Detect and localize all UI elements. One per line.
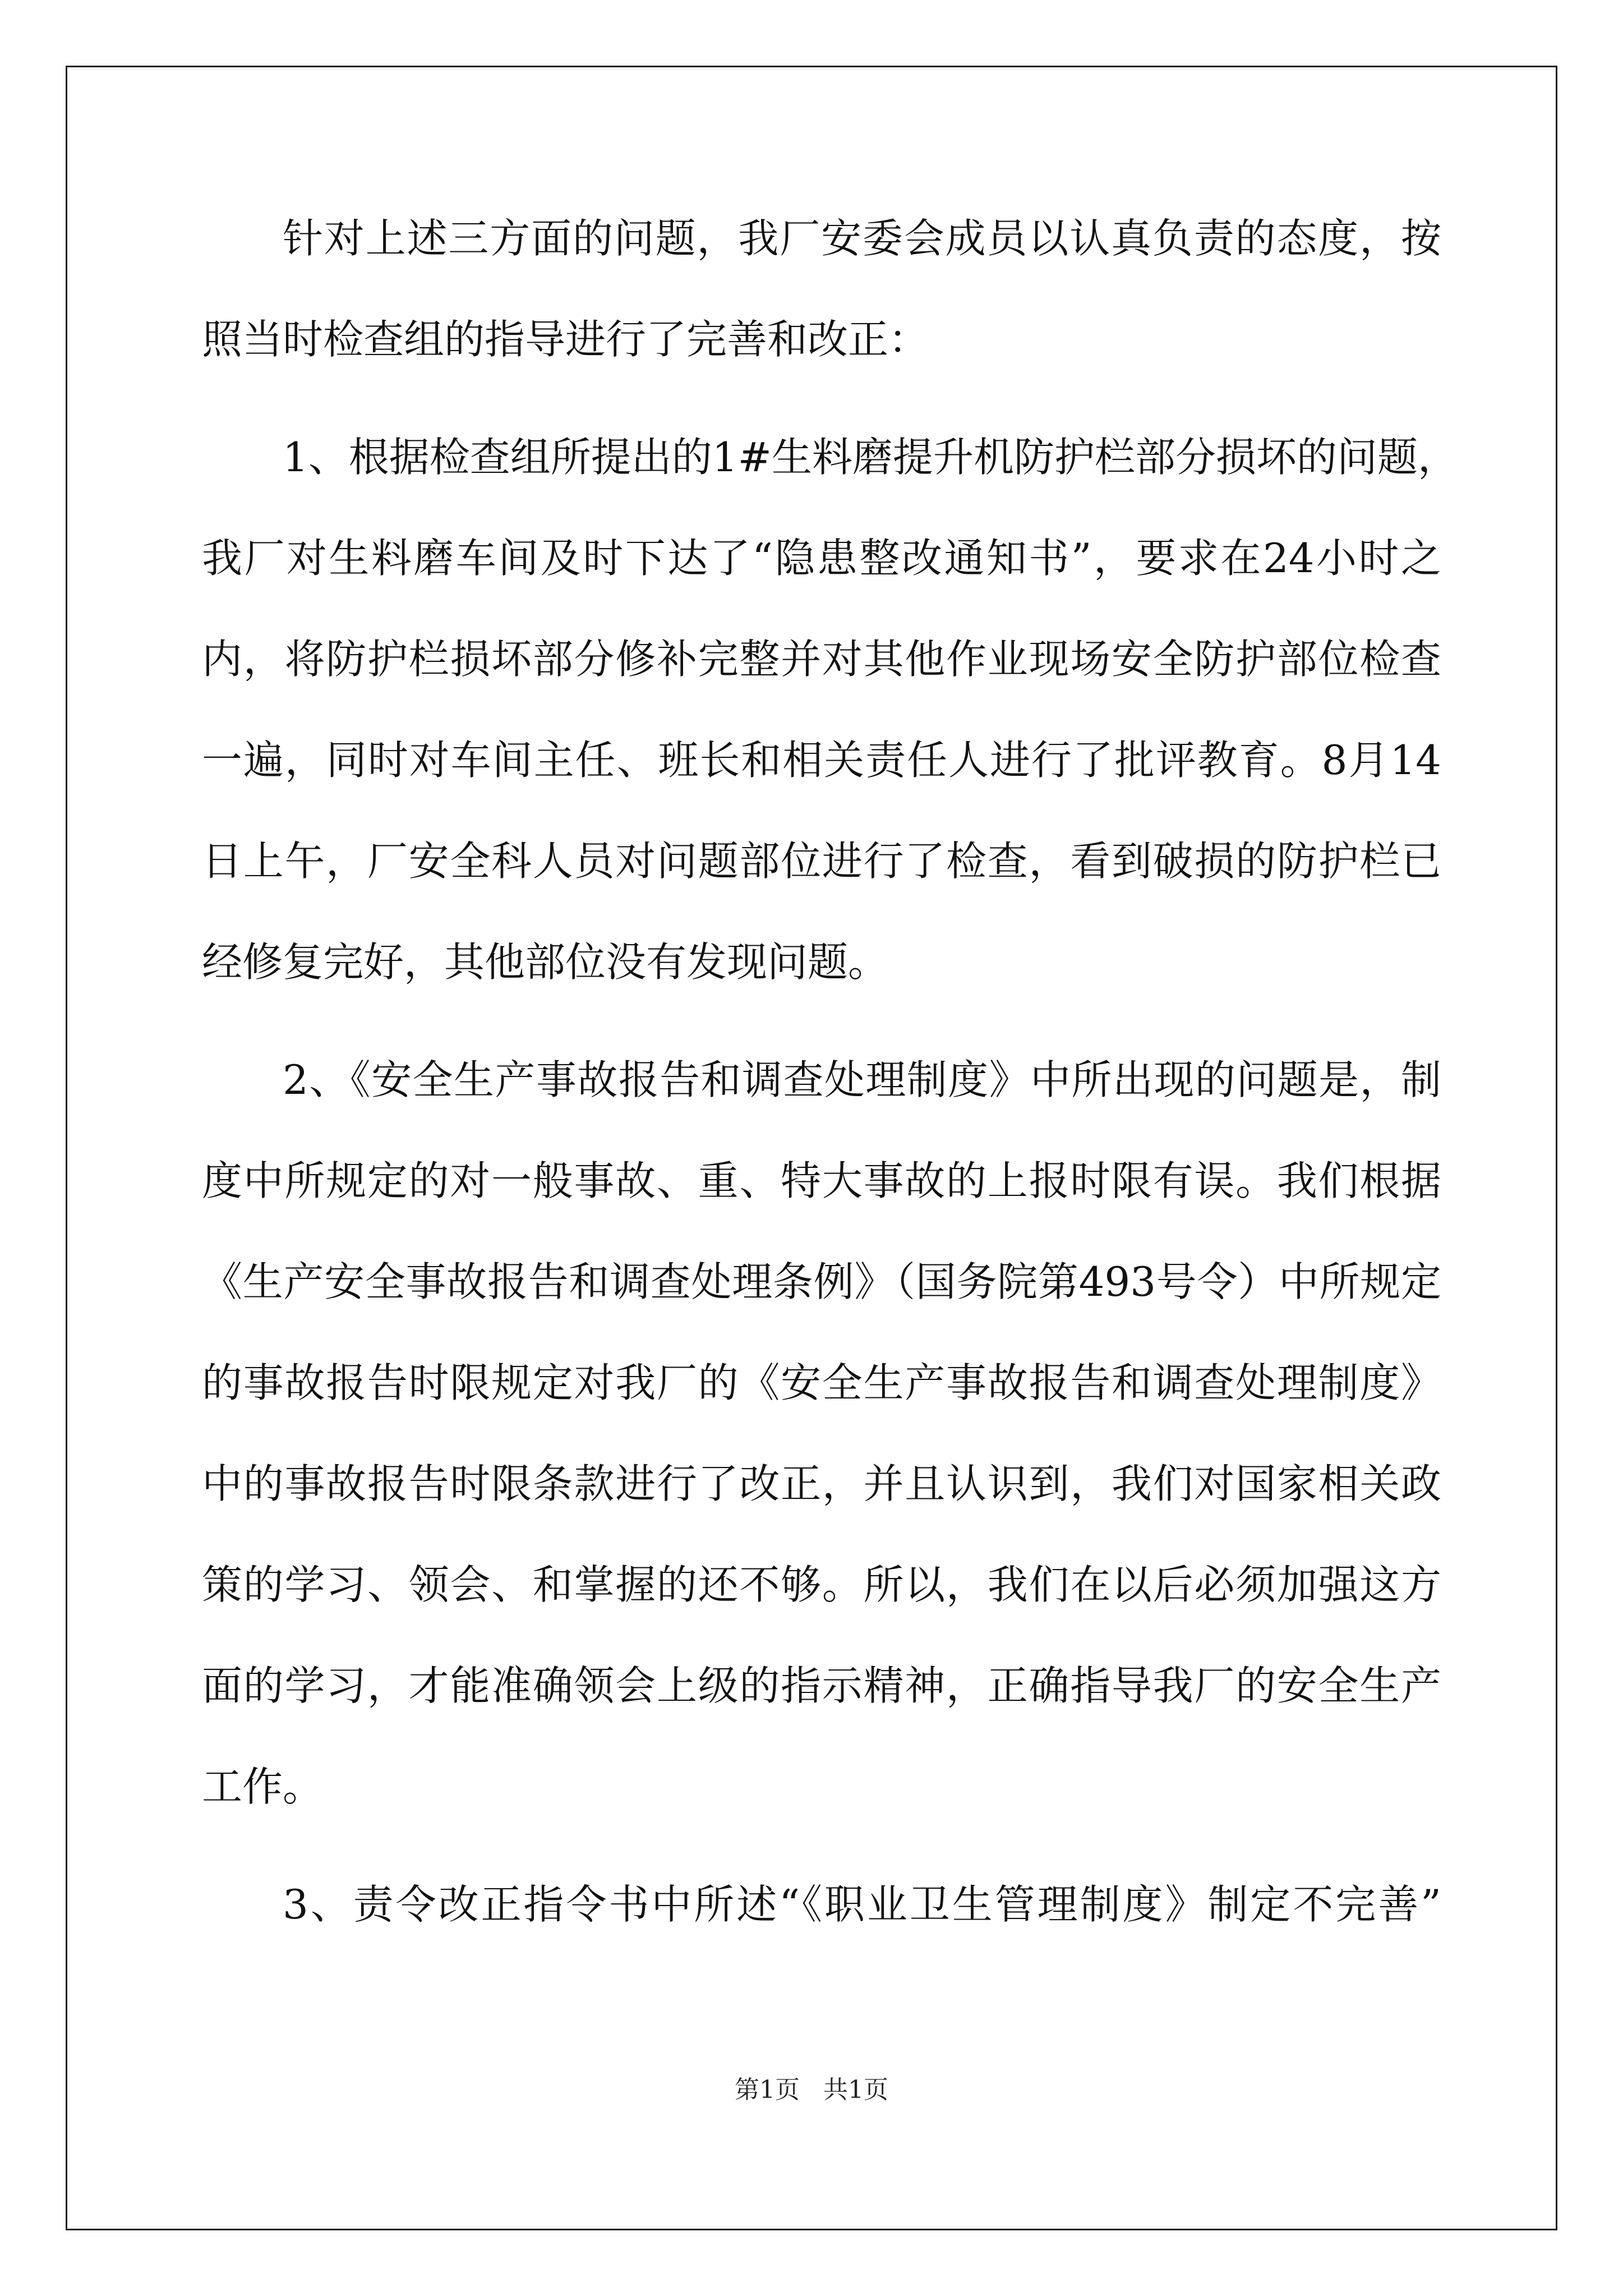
paragraph-3-line-6: 策的学习、领会、和掌握的还不够。所以，我们在以后必须加强这方	[202, 1561, 1441, 1608]
paragraph-2-line-3: 内，将防护栏损坏部分修补完整并对其他作业现场安全防护部位检查	[202, 636, 1441, 683]
paragraph-2-line-1: 1、根据检查组所提出的1#生料磨提升机防护栏部分损坏的问题，	[283, 434, 1458, 481]
paragraph-2-line-5: 日上午，厂安全科人员对问题部位进行了检查，看到破损的防护栏已	[202, 838, 1441, 885]
paragraph-3-line-7: 面的学习，才能准确领会上级的指示精神，正确指导我厂的安全生产	[202, 1662, 1441, 1709]
paragraph-3-line-8: 工作。	[202, 1763, 324, 1810]
paragraph-2-line-6: 经修复完好，其他部位没有发现问题。	[202, 938, 889, 986]
paragraph-1-line-2: 照当时检查组的指导进行了完善和改正：	[202, 316, 929, 363]
page-footer: 第1页 共1页	[735, 2076, 888, 2104]
paragraph-3-line-3: 《生产安全事故报告和调查处理条例》（国务院第493号令）中所规定	[202, 1258, 1441, 1305]
paragraph-3-line-1: 2、《安全生产事故报告和调查处理制度》中所出现的问题是，制	[283, 1056, 1441, 1103]
paragraph-4-line-1: 3、责令改正指令书中所述“《职业卫生管理制度》制定不完善”	[283, 1881, 1441, 1928]
paragraph-3-line-2: 度中所规定的对一般事故、重、特大事故的上报时限有误。我们根据	[202, 1157, 1441, 1204]
paragraph-2-line-4: 一遍，同时对车间主任、班长和相关责任人进行了批评教育。8月14	[202, 737, 1441, 784]
paragraph-1-line-1: 针对上述三方面的问题，我厂安委会成员以认真负责的态度，按	[283, 215, 1441, 262]
paragraph-3-line-4: 的事故报告时限规定对我厂的《安全生产事故报告和调查处理制度》	[202, 1359, 1441, 1406]
paragraph-3-line-5: 中的事故报告时限条款进行了改正，并且认识到，我们对国家相关政	[202, 1460, 1441, 1507]
paragraph-2-line-2: 我厂对生料磨车间及时下达了“隐患整改通知书”，要求在24小时之	[202, 535, 1441, 582]
